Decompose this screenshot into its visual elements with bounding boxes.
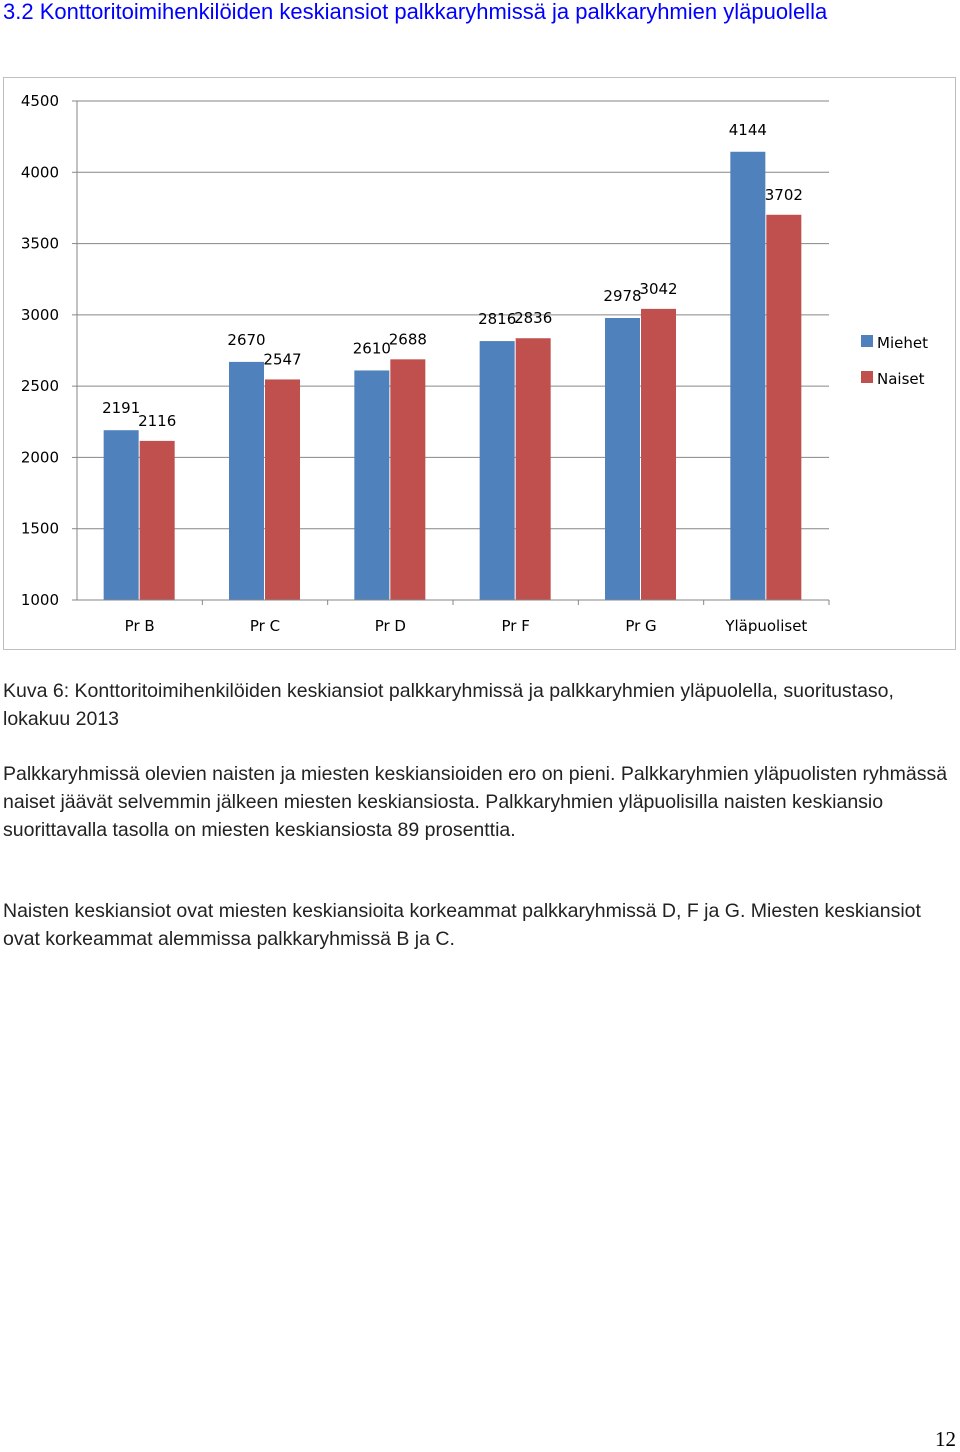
bar-miehet (605, 318, 640, 600)
bar-miehet (730, 152, 765, 600)
data-label: 2116 (138, 411, 177, 430)
chart-svg (4, 78, 955, 649)
x-tick-label: Pr B (124, 617, 155, 635)
x-tick-label: Pr F (501, 617, 530, 635)
legend-swatch (861, 335, 873, 347)
data-label: 2688 (388, 330, 427, 349)
bar-miehet (104, 430, 139, 600)
bar-naiset (516, 338, 551, 600)
data-label: 2670 (227, 330, 266, 349)
legend-label: Miehet (877, 334, 928, 352)
y-tick-label: 3000 (20, 305, 59, 324)
data-label: 3042 (639, 279, 678, 298)
data-label: 2191 (102, 399, 141, 418)
figure-caption: Kuva 6: Konttoritoimihenkilöiden keskiansiot palkkaryhmissä ja palkkaryhmien yläpuolella, suoritustaso, lokakuu 2013 (3, 680, 894, 730)
y-tick-label: 3500 (20, 234, 59, 253)
x-tick-label: Yläpuoliset (725, 617, 808, 635)
data-label: 4144 (728, 120, 767, 139)
bar-naiset (641, 309, 676, 600)
chart-legend (861, 334, 928, 388)
data-label: 3702 (764, 185, 803, 204)
x-tick-label: Pr D (374, 617, 406, 635)
data-label: 2816 (478, 310, 517, 329)
bar-naiset (390, 359, 425, 600)
data-label: 2547 (263, 350, 302, 369)
bar-miehet (480, 341, 515, 600)
chart-bars (104, 152, 802, 600)
bar-naiset (140, 441, 175, 600)
data-label: 2978 (603, 286, 642, 305)
legend-label: Naiset (877, 370, 925, 388)
y-tick-label: 1500 (20, 519, 59, 538)
legend-swatch (861, 371, 873, 383)
x-tick-label: Pr G (625, 617, 657, 635)
bar-miehet (354, 370, 389, 600)
body-paragraph-1: Palkkaryhmissä olevien naisten ja miesten keskiansioiden ero on pieni. Palkkaryhmien yläpuolisten ryhmässä naiset jäävät selvemmin jälkeen miesten keskiansiosta. Palkkaryhmien yläpuolisilla naisten keskiansio suorittavalla tasolla on miesten keskiansiosta 89 prosenttia. (3, 763, 948, 841)
y-tick-label: 4500 (20, 92, 59, 110)
data-label: 2836 (514, 309, 553, 328)
y-tick-label: 1000 (20, 591, 59, 609)
salary-bar-chart (3, 77, 956, 650)
bar-naiset (265, 379, 300, 600)
bar-naiset (766, 215, 801, 600)
body-paragraph-2: Naisten keskiansiot ovat miesten keskiansioita korkeammat palkkaryhmissä D, F ja G. Miesten keskiansiot ovat korkeammat alemmissa palkkaryhmissä B ja C. (3, 900, 921, 950)
y-tick-label: 2000 (20, 448, 59, 467)
y-tick-label: 2500 (20, 377, 59, 396)
chart-gridlines (77, 101, 829, 529)
section-heading: 3.2 Konttoritoimihenkilöiden keskiansiot palkkaryhmissä ja palkkaryhmien yläpuolella (3, 0, 828, 24)
bar-miehet (229, 362, 264, 600)
y-tick-label: 4000 (20, 163, 59, 182)
data-label: 2610 (352, 339, 391, 358)
x-tick-label: Pr C (249, 617, 281, 635)
page-number: 12 (935, 1427, 956, 1451)
chart-data-labels (102, 121, 803, 430)
